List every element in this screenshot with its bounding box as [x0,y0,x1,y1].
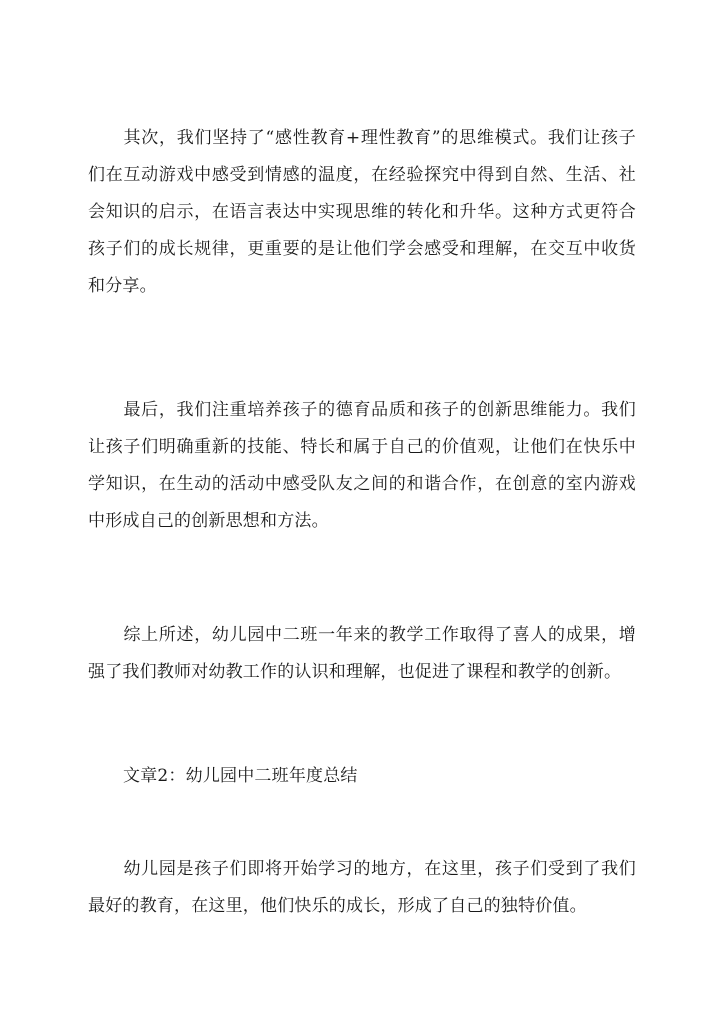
paragraph-text: 其次，我们坚持了“感性教育+理性教育”的思维模式。我们让孩子们在互动游戏中感受到情感的温度，在经验探究中得到自然、生活、社会知识的启示，在语言表达中实现思维的转化和升华。这种方式更符合孩子们的成长规律，更重要的是让他们学会感受和理解，在交互中收货和分享。 [88,128,636,296]
paragraph-text: 综上所述，幼儿园中二班一年来的教学工作取得了喜人的成果，增强了我们教师对幼教工作的认识和理解，也促进了课程和教学的创新。 [88,625,636,682]
paragraph-text: 幼儿园是孩子们即将开始学习的地方，在这里，孩子们受到了我们最好的教育，在这里，他们快乐的成长，形成了自己的独特价值。 [88,859,636,916]
paragraph-thinking-mode [88,120,636,305]
paragraph-text: 最后，我们注重培养孩子的德育品质和孩子的创新思维能力。我们让孩子们明确重新的技能、特长和属于自己的价值观，让他们在快乐中学知识，在生动的活动中感受队友之间的和谐合作，在创意的室内游戏中形成自己的创新思想和方法。 [88,400,636,531]
article-heading [88,758,636,795]
heading-text: 文章2：幼儿园中二班年度总结 [123,766,358,786]
paragraph-summary [88,617,636,691]
paragraph-kindergarten-intro [88,851,636,925]
paragraph-moral-innovation [88,392,636,540]
